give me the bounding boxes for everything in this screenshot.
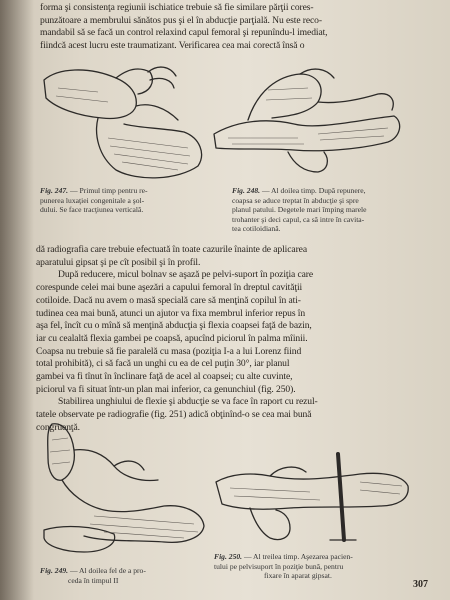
figure-number: Fig. 247. — [40, 186, 69, 195]
text-line: gambei va fi tînut în înclinare faţă de acel al coapsei; cu alte cuvinte, — [36, 371, 293, 383]
text-line: congruenţă. — [36, 421, 80, 433]
text-line: mandabil să se facă un control relaxind capul femoral şi repunîndu-l imediat, — [40, 27, 328, 39]
text-line: fiindcă acest lucru este traumatizant. Verificarea cea mai corectă însă o — [40, 39, 305, 51]
page-number: 307 — [413, 579, 428, 590]
figure-250-caption — [214, 552, 414, 581]
text-line: corespunde celei mai bune aşezări a capului femoral în dreptul cavităţii — [36, 282, 303, 294]
figure-250-illustration — [210, 448, 416, 548]
figure-number: Fig. 250. — [214, 552, 243, 561]
caption-text: tea cotiloidiană. — [232, 224, 281, 234]
page-gutter-shadow — [0, 0, 34, 600]
figure-248-illustration — [208, 60, 408, 178]
text-line: tudinea cea mai bună, atunci un ajutor va fixa membrul inferior repus în — [36, 307, 306, 319]
text-line: aşa fel, încît cu o mînă să menţină abducţia şi flexia coapsei faţă de bazin, — [36, 320, 312, 332]
caption-text: tului pe pelvisuport în poziţie bună, pentru — [214, 561, 344, 571]
caption-text: trohanter şi deci capul, ca să intre în cavita- — [232, 214, 365, 224]
figure-number: Fig. 248. — [232, 186, 261, 195]
text-line: dă radiografia care trebuie efectuată în toate cazurile înainte de aplicarea — [36, 244, 307, 255]
text-line: punzătoare a membrului sănătos pus şi el în abducţie parţială. Nu este reco- — [40, 14, 322, 26]
figure-249-illustration — [34, 420, 210, 562]
text-line: total prohibită), ci să facă un unghi cu ea de cel puţin 30°, iar planul — [36, 358, 290, 370]
top-paragraph — [40, 2, 438, 52]
figure-248-caption — [232, 186, 438, 234]
middle-paragraph — [36, 244, 438, 435]
figure-249-caption — [40, 566, 208, 585]
text-line: iar cu cealaltă flexia gambei pe coapsă, apucînd piciorul în palma mîinii. — [36, 332, 308, 344]
text-line: piciorul va fi situat într-un plan mai inferior, ca genunchiul (fig. 250). — [36, 383, 296, 395]
text-line: Stabilirea unghiului de flexie şi abducţie se va face în raport cu rezul- — [58, 396, 318, 408]
text-line: cotiloide. Dacă nu avem o masă specială care să menţină copilul în ati- — [36, 294, 301, 306]
caption-text: fixare în aparat gipsat. — [264, 571, 332, 581]
caption-text: — Primul timp pentru re- — [69, 186, 148, 195]
text-line: forma şi consistenţa regiunii ischiatice trebuie să fie similare părţii cores- — [40, 2, 314, 13]
text-line: tatele observate pe radiografie (fig. 251) adică obţinînd-o se cea mai bună — [36, 409, 312, 421]
caption-text: — Al treilea timp. Aşezarea pacien- — [243, 552, 353, 561]
text-line: După reducere, micul bolnav se aşază pe pelvi-suport în poziţia care — [58, 269, 314, 281]
caption-text: planul patului. Degetele mari împing marele — [232, 205, 367, 215]
caption-text: — Al doilea timp. După repunere, — [261, 186, 366, 195]
figure-247-illustration — [38, 58, 208, 186]
caption-text: dului. Se face tracţiunea verticală. — [40, 205, 144, 215]
figure-number: Fig. 249. — [40, 566, 69, 575]
text-line: Coapsa nu trebuie să fie paralelă cu masa (poziţia I-a a lui Lorenz fiind — [36, 345, 302, 357]
figure-247-caption — [40, 186, 206, 215]
text-line: aparatului gipsat şi pe cît posibil şi în profil. — [36, 256, 201, 268]
caption-text: punerea luxaţiei congenitale a şol- — [40, 195, 145, 205]
caption-text: — Al doilea fel de a pro- — [69, 566, 146, 575]
caption-text: coapsa se aduce treptat în abducţie şi spre — [232, 195, 359, 205]
caption-text: ceda în timpul II — [68, 575, 119, 585]
